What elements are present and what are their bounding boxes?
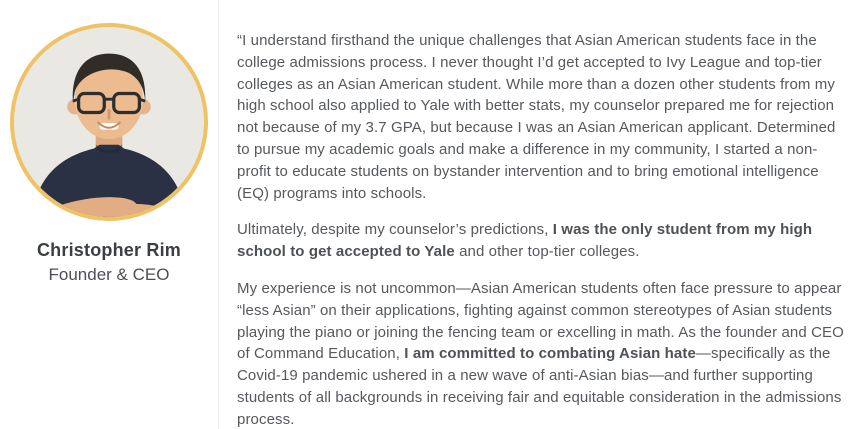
quote-text: Ultimately, despite my counselor’s predictions, [237, 221, 553, 239]
quote-paragraph-2 [237, 219, 844, 263]
quote-column [219, 0, 860, 429]
quote-text: and other top-tier colleges. [454, 243, 640, 261]
portrait-illustration [14, 27, 204, 217]
person-role: Founder & CEO [48, 264, 170, 284]
quote-text-bold: I am committed to combating Asian hate [404, 345, 696, 363]
profile-column [0, 0, 219, 429]
quote-text: “I understand firsthand the unique challenges that Asian American students face in the college admissions process. I never thought I’d get accepted to Ivy League and top-tier colleges as an Asian American student. While more than a dozen other students from my high school also applied to Yale with better stats, my counselor prepared me for rejection not because of my 3.7 GPA, but because I was an Asian American applicant. Determined to pursue my academic goals and make a difference in my community, I started a non-profit to educate students on bystander intervention and to bring emotional intelligence (EQ) programs into schools. [237, 32, 836, 202]
quote-paragraph-3 [237, 278, 844, 429]
person-name: Christopher Rim [36, 240, 181, 260]
quote-text-bold: I was the only student from my high school to get accepted to Yale [237, 221, 813, 261]
quote-text: My experience is not uncommon—Asian American students often face pressure to appear “less Asian” on their applications, fighting against common stereotypes of Asian students playing the piano or joining the fencing team or excelling in math. As the founder and CEO of Command Education, [237, 279, 844, 363]
profile-photo [10, 23, 208, 221]
quote-text: —specifically as the Covid-19 pandemic ushered in a new wave of anti-Asian bias—and further supporting students of all backgrounds in receiving fair and equitable consideration in the admissions process. [237, 345, 842, 428]
quote-paragraph-1 [237, 30, 844, 204]
